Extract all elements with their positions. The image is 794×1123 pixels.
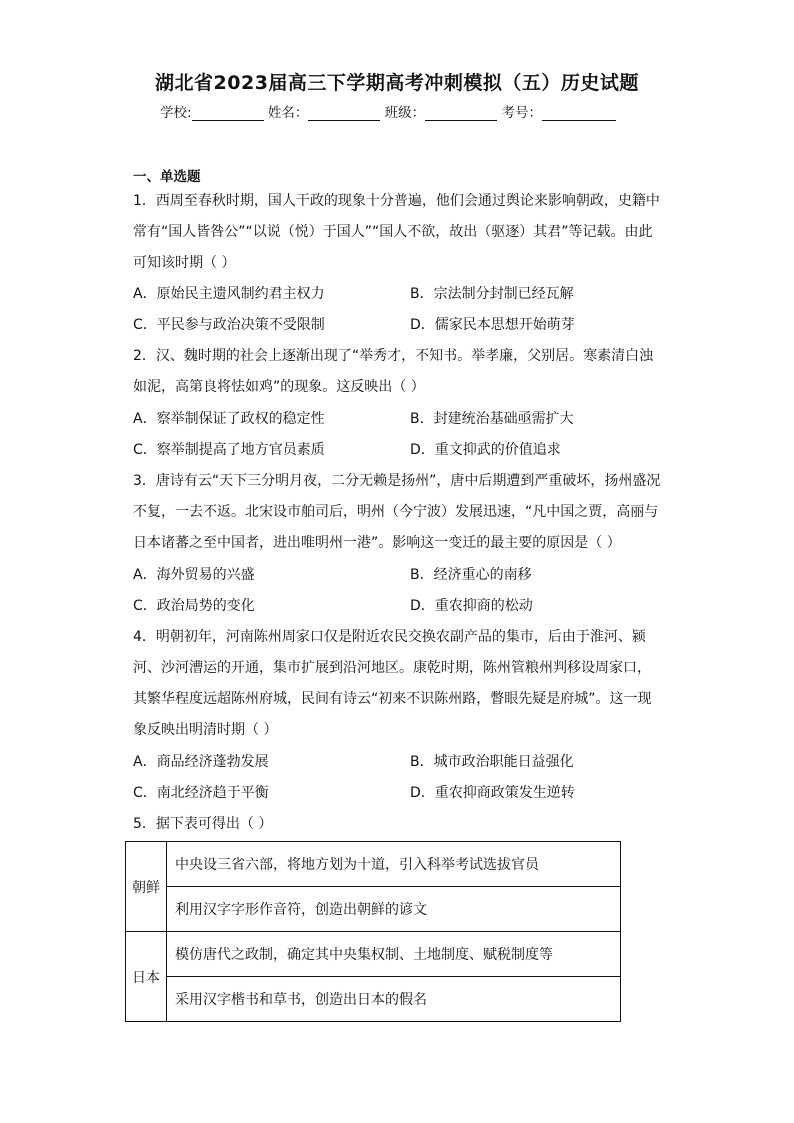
option-a[interactable]: A．原始民主遗风制约君主权力 [133,286,325,302]
option-d[interactable]: D．重农抑商政策发生逆转 [410,785,575,801]
question-2-stem: 2．汉、魏时期的社会上逐渐出现了“举秀才，不知书。举孝廉，父别居。寒素清白浊如泥，高第良将怯如鸡”的现象。这反映出（ ） [133,348,654,395]
table-row [126,842,621,887]
question-4-stem: 4．明朝初年，河南陈州周家口仅是附近农民交换农副产品的集市，后由于淮河、颍河、沙河漕运的开通，集市扩展到沿河地区。康乾时期，陈州管粮州判移设周家口，其繁华程度远超陈州府城，民间有诗云“初来不识陈州路，瞥眼先疑是府城”。这一现象反映出明清时期（ ） [133,629,652,738]
country-cell: 朝鲜 [126,842,167,932]
option-a[interactable]: A．海外贸易的兴盛 [133,567,255,583]
school-blank[interactable] [192,104,264,121]
question-4-options [133,747,663,809]
option-b[interactable]: B．城市政治职能日益强化 [410,754,574,770]
exam-title: 湖北省2023届高三下学期高考冲刺模拟（五）历史试题 [155,72,639,94]
school-label: 学校: [160,105,192,121]
table-cell: 模仿唐代之政制，确定其中央集权制、土地制度、赋税制度等 [167,932,621,977]
option-a[interactable]: A．察举制保证了政权的稳定性 [133,411,325,427]
table-cell: 中央设三省六部，将地方划为十道，引入科举考试选拔官员 [167,842,621,887]
option-d[interactable]: D．重农抑商的松动 [410,598,533,614]
option-c[interactable]: C．南北经济趋于平衡 [133,785,269,801]
question-5-stem: 5．据下表可得出（ ） [133,816,273,832]
question-1-stem: 1．西周至春秋时期，国人干政的现象十分普遍，他们会通过舆论来影响朝政，史籍中常有“国人皆咎公”“以说（悦）于国人”“国人不欲，故出（驱逐）其君”等记载。由此可知该时期（ ） [133,193,660,271]
name-blank[interactable] [308,104,380,121]
option-a[interactable]: A．商品经济蓬勃发展 [133,754,269,770]
question-2-options [133,404,663,466]
table-row [126,977,621,1022]
question-3-options [133,560,663,622]
option-c[interactable]: C．平民参与政治决策不受限制 [133,317,325,333]
question-3-stem: 3．唐诗有云“天下三分明月夜，二分无赖是扬州”，唐中后期遭到严重破坏，扬州盛况不复，一去不返。北宋设市舶司后，明州（今宁波）发展迅速，“凡中国之贾，高丽与日本诸蕃之至中国者，进出唯明州一港”。影响这一变迁的最主要的原因是（ ） [133,473,661,551]
class-label: 班级： [384,105,426,121]
table-row [126,887,621,932]
option-c[interactable]: C．察举制提高了地方官员素质 [133,442,325,458]
class-blank[interactable] [425,104,497,121]
comparison-table [125,841,621,1022]
name-label: 姓名： [267,105,309,121]
option-d[interactable]: D．重文抑武的价值追求 [410,442,561,458]
table-row [126,932,621,977]
option-d[interactable]: D．儒家民本思想开始萌芽 [410,317,575,333]
country-cell: 日本 [126,932,167,1022]
exam-number-label: 考号： [501,105,542,121]
exam-number-blank[interactable] [542,104,616,121]
section-title: 一、单选题 [133,169,201,185]
table-cell: 采用汉字楷书和草书，创造出日本的假名 [167,977,621,1022]
student-info-line [160,101,640,121]
option-c[interactable]: C．政治局势的变化 [133,598,255,614]
option-b[interactable]: B．宗法制分封制已经瓦解 [410,286,574,302]
table-cell: 利用汉字字形作音符，创造出朝鲜的谚文 [167,887,621,932]
option-b[interactable]: B．经济重心的南移 [410,567,532,583]
question-1-options [133,279,663,341]
option-b[interactable]: B．封建统治基础亟需扩大 [410,411,574,427]
